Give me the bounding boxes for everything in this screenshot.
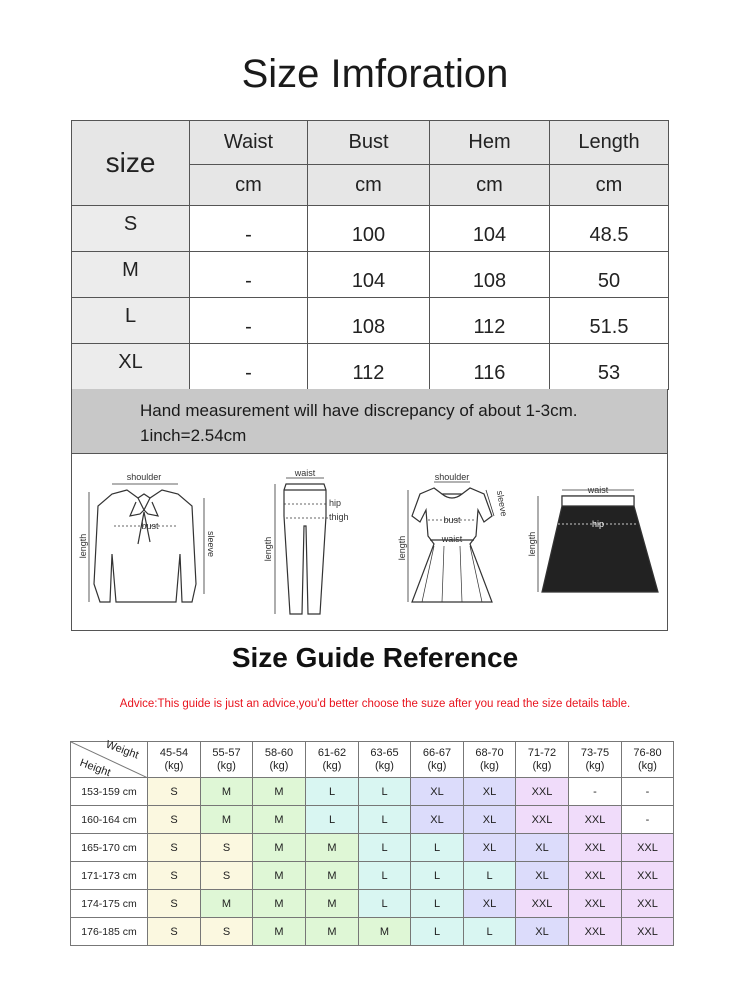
value-cell: 104: [308, 252, 430, 298]
size-recommendation-cell: S: [148, 806, 201, 834]
shirt-shoulder-label: shoulder: [126, 472, 162, 482]
value-cell: 53: [550, 344, 669, 390]
weight-unit: (kg): [532, 759, 552, 772]
shirt-figure: [89, 484, 204, 602]
size-recommendation-cell: S: [148, 862, 201, 890]
size-recommendation-cell: M: [306, 890, 359, 918]
size-recommendation-cell: M: [201, 778, 253, 806]
size-recommendation-cell: M: [253, 862, 306, 890]
value-cell: 112: [308, 344, 430, 390]
size-recommendation-cell: -: [622, 778, 674, 806]
size-recommendation-cell: XXL: [622, 918, 674, 946]
size-recommendation-cell: L: [359, 806, 411, 834]
dress-waist-label: waist: [441, 534, 463, 544]
size-cell: L: [72, 298, 190, 344]
unit-cell: cm: [308, 165, 430, 206]
size-info-table: [71, 120, 669, 390]
pants-figure: [275, 478, 328, 614]
size-recommendation-cell: -: [622, 806, 674, 834]
size-recommendation-cell: L: [359, 778, 411, 806]
unit-cell: cm: [430, 165, 550, 206]
size-cell: S: [72, 206, 190, 252]
weight-unit: (kg): [375, 759, 394, 772]
size-recommendation-cell: L: [411, 834, 464, 862]
size-recommendation-cell: L: [359, 834, 411, 862]
guide-row: [71, 834, 674, 862]
size-recommendation-cell: XXL: [569, 806, 622, 834]
size-recommendation-cell: M: [253, 918, 306, 946]
size-recommendation-cell: XXL: [516, 890, 569, 918]
weight-range: 61-62: [317, 746, 347, 759]
guide-row: [71, 890, 674, 918]
size-recommendation-cell: XL: [464, 890, 516, 918]
height-label: Height: [78, 756, 113, 780]
size-recommendation-cell: XXL: [622, 862, 674, 890]
size-header: size: [72, 121, 190, 206]
skirt-hip-label: hip: [591, 519, 605, 529]
value-cell: 104: [430, 206, 550, 252]
size-recommendation-cell: M: [306, 862, 359, 890]
note-line-inch: 1inch=2.54cm: [140, 426, 247, 445]
size-recommendation-cell: XL: [464, 778, 516, 806]
size-recommendation-cell: XL: [464, 834, 516, 862]
page-title: Size Imforation: [241, 52, 509, 96]
size-recommendation-cell: XXL: [516, 778, 569, 806]
value-cell: 50: [550, 252, 669, 298]
size-recommendation-cell: S: [148, 778, 201, 806]
size-recommendation-cell: XL: [464, 806, 516, 834]
size-recommendation-cell: M: [359, 918, 411, 946]
column-header-waist: Waist: [190, 121, 308, 165]
size-cell: M: [72, 252, 190, 298]
size-recommendation-cell: XXL: [569, 862, 622, 890]
unit-cell: cm: [190, 165, 308, 206]
weight-header: [411, 742, 464, 778]
size-recommendation-cell: M: [306, 918, 359, 946]
weight-unit: (kg): [427, 759, 447, 772]
column-header-hem: Hem: [430, 121, 550, 165]
size-recommendation-cell: XL: [411, 778, 464, 806]
weight-range: 73-75: [580, 746, 610, 759]
shirt-bust-label: bust: [141, 521, 159, 531]
skirt-waist-label: waist: [587, 485, 609, 495]
weight-header: [306, 742, 359, 778]
size-recommendation-cell: S: [148, 890, 201, 918]
value-cell: 112: [430, 298, 550, 344]
size-recommendation-cell: S: [148, 918, 201, 946]
unit-cell: cm: [550, 165, 669, 206]
value-cell: -: [190, 252, 308, 298]
dress-bust-label: bust: [443, 515, 461, 525]
weight-range: 76-80: [633, 746, 662, 759]
table-row: [72, 206, 669, 252]
weight-unit: (kg): [638, 759, 657, 772]
note-line-discrepancy: Hand measurement will have discrepancy of about 1-3cm.: [140, 401, 578, 420]
weight-unit: (kg): [585, 759, 605, 772]
weight-range: 66-67: [422, 746, 452, 759]
weight-height-corner: [71, 738, 148, 780]
value-cell: -: [190, 344, 308, 390]
dress-length-label: length: [397, 535, 407, 561]
value-cell: 100: [308, 206, 430, 252]
value-cell: 48.5: [550, 206, 669, 252]
size-recommendation-cell: XXL: [622, 890, 674, 918]
weight-range: 55-57: [212, 746, 241, 759]
skirt-figure: [538, 490, 658, 592]
column-header-bust: Bust: [308, 121, 430, 165]
value-cell: -: [190, 298, 308, 344]
size-recommendation-cell: L: [464, 862, 516, 890]
height-range-cell: 176-185 cm: [71, 918, 148, 946]
table-row: [72, 298, 669, 344]
value-cell: 51.5: [550, 298, 669, 344]
height-range-cell: 153-159 cm: [71, 778, 148, 806]
pants-thigh-label: thigh: [329, 512, 349, 522]
shirt-length-label: length: [78, 533, 88, 559]
size-recommendation-cell: XL: [516, 918, 569, 946]
pants-hip-label: hip: [329, 498, 342, 508]
size-recommendation-cell: L: [464, 918, 516, 946]
weight-header: [622, 742, 674, 778]
size-recommendation-cell: M: [253, 778, 306, 806]
size-recommendation-cell: XXL: [569, 918, 622, 946]
pants-length-label: length: [263, 536, 273, 562]
size-recommendation-cell: L: [411, 890, 464, 918]
size-recommendation-cell: S: [201, 918, 253, 946]
height-range-cell: 171-173 cm: [71, 862, 148, 890]
size-recommendation-cell: XL: [516, 862, 569, 890]
size-recommendation-cell: L: [411, 862, 464, 890]
weight-unit: (kg): [322, 759, 342, 772]
weight-unit: (kg): [164, 759, 184, 772]
weight-header: [464, 742, 516, 778]
shirt-sleeve-label: sleeve: [206, 530, 216, 558]
size-guide-table: [70, 738, 674, 946]
guide-row: [71, 862, 674, 890]
size-recommendation-cell: L: [306, 806, 359, 834]
measurement-note: [71, 389, 668, 454]
skirt-length-label: length: [527, 531, 537, 557]
size-recommendation-cell: XL: [411, 806, 464, 834]
weight-header: [569, 742, 622, 778]
guide-row: [71, 806, 674, 834]
weight-range: 71-72: [527, 746, 557, 759]
size-recommendation-cell: L: [359, 862, 411, 890]
size-recommendation-cell: -: [569, 778, 622, 806]
size-recommendation-cell: M: [253, 834, 306, 862]
height-range-cell: 165-170 cm: [71, 834, 148, 862]
weight-header: [359, 742, 411, 778]
weight-range: 63-65: [370, 746, 399, 759]
size-guide-title: Size Guide Reference: [231, 642, 519, 673]
guide-row: [71, 918, 674, 946]
size-recommendation-cell: S: [201, 834, 253, 862]
weight-header: [201, 742, 253, 778]
weight-unit: (kg): [480, 759, 499, 772]
weight-unit: (kg): [269, 759, 289, 772]
value-cell: 116: [430, 344, 550, 390]
size-recommendation-cell: M: [253, 890, 306, 918]
height-range-cell: 160-164 cm: [71, 806, 148, 834]
weight-range: 45-54: [159, 746, 189, 759]
size-recommendation-cell: L: [411, 918, 464, 946]
size-recommendation-cell: M: [253, 806, 306, 834]
size-recommendation-cell: M: [201, 890, 253, 918]
size-recommendation-cell: L: [359, 890, 411, 918]
size-cell: XL: [72, 344, 190, 390]
advice-text: Advice:This guide is just an advice,you'd better choose the suze after you read the size details table.: [119, 698, 631, 710]
weight-header: [148, 742, 201, 778]
weight-range: 68-70: [475, 746, 504, 759]
size-recommendation-cell: M: [306, 834, 359, 862]
pants-waist-label: waist: [294, 468, 316, 478]
dress-sleeve-label: sleeve: [494, 489, 510, 518]
size-recommendation-cell: XXL: [516, 806, 569, 834]
size-recommendation-cell: S: [148, 834, 201, 862]
size-recommendation-cell: XXL: [622, 834, 674, 862]
height-range-cell: 174-175 cm: [71, 890, 148, 918]
weight-unit: (kg): [217, 759, 236, 772]
size-recommendation-cell: S: [201, 862, 253, 890]
table-row: [72, 252, 669, 298]
size-recommendation-cell: XXL: [569, 834, 622, 862]
weight-header: [253, 742, 306, 778]
column-header-length: Length: [550, 121, 669, 165]
weight-range: 58-60: [264, 746, 294, 759]
dress-shoulder-label: shoulder: [434, 472, 470, 482]
value-cell: 108: [308, 298, 430, 344]
weight-header: [516, 742, 569, 778]
size-recommendation-cell: M: [201, 806, 253, 834]
size-recommendation-cell: XL: [516, 834, 569, 862]
value-cell: -: [190, 206, 308, 252]
value-cell: 108: [430, 252, 550, 298]
size-recommendation-cell: XXL: [569, 890, 622, 918]
guide-row: [71, 778, 674, 806]
weight-label: Weight: [104, 738, 141, 762]
size-recommendation-cell: L: [306, 778, 359, 806]
measurement-figures: [71, 454, 668, 631]
table-row: [72, 344, 669, 390]
